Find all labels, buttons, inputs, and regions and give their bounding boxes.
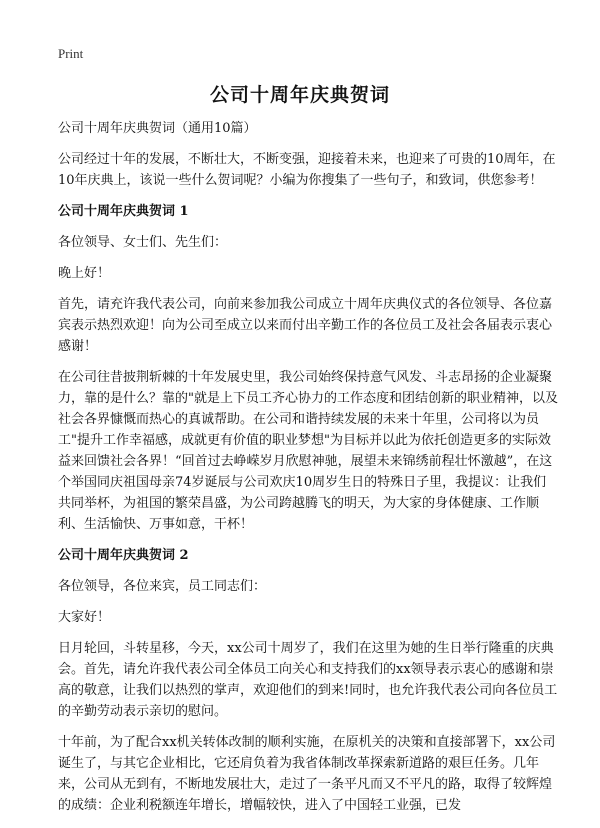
intro-paragraph: 公司经过十年的发展，不断壮大，不断变强，迎接着未来，也迎来了可贵的10周年，在10年庆典上，该说一些什么贺词呢？小编为你搜集了一些句子，和致词，供您参考！ xyxy=(58,152,556,188)
section2-paragraph-2: 十年前，为了配合xx机关转体改制的顺利实施，在原机关的决策和直接部署下，xx公司诞生了，与其它企业相比，它还肩负着为我省体制改革探索新道路的艰巨任务。几年来，公司从无到有，不断地发展壮大，走过了一条平凡而又不平凡的路，取得了较辉煌的成绩：企业利税额连年增长，增幅较快，进入了中国轻工业强，已发 xyxy=(58,735,556,813)
section-heading-1: 公司十周年庆典贺词 1 xyxy=(58,204,189,219)
document-body xyxy=(58,118,558,826)
section1-greeting: 各位领导、女士们、先生们： xyxy=(58,235,228,250)
section-heading-2: 公司十周年庆典贺词 2 xyxy=(58,548,189,563)
section1-paragraph-2: 在公司往昔披荆斩棘的十年发展史里，我公司始终保持意气风发、斗志昂扬的企业凝聚力，靠的是什么？靠的"就是上下员工齐心协力的工作态度和团结创新的职业精神，以及社会各界慷慨而热心的真诚帮助。在公司和谐持续发展的未来十年里，公司将以为员工"提升工作幸福感，成就更有价值的职业梦想"为目标并以此为依托创造更多的实际效益来回馈社会各界！“回首过去峥嵘岁月欣慰神驰，展望未来锦绣前程壮怀激越”，在这个举国同庆祖国母亲74岁诞辰与公司欢庆10周岁生日的特殊日子里，我提议：让我们共同举杯，为祖国的繁荣昌盛，为公司跨越腾飞的明天，为大家的身体健康、工作顺利、生活愉快、万事如意，干杯！ xyxy=(58,370,558,532)
subtitle: 公司十周年庆典贺词（通用10篇） xyxy=(58,121,257,136)
page-title: 公司十周年庆典贺词 xyxy=(209,84,390,106)
section2-paragraph-1: 日月轮回，斗转星移，今天，xx公司十周岁了，我们在这里为她的生日举行隆重的庆典会。首先，请允许我代表公司全体员工向关心和支持我们的xx领导表示衷心的感谢和崇高的敬意，让我们以热烈的掌声，欢迎他们的到来!同时，也允许我代表公司向各位员工的辛勤劳动表示亲切的慰问。 xyxy=(58,641,558,719)
section1-paragraph-1: 首先，请充许我代表公司，向前来参加我公司成立十周年庆典仪式的各位领导、各位嘉宾表示热烈欢迎！向为公司至成立以来而付出辛勤工作的各位员工及社会各届表示衷心感谢！ xyxy=(58,297,553,354)
section2-greeting: 各位领导，各位来宾，员工同志们： xyxy=(58,579,267,594)
section1-evening: 晚上好！ xyxy=(58,266,111,281)
print-label[interactable]: Print xyxy=(58,46,84,61)
section2-hello: 大家好！ xyxy=(58,610,111,625)
